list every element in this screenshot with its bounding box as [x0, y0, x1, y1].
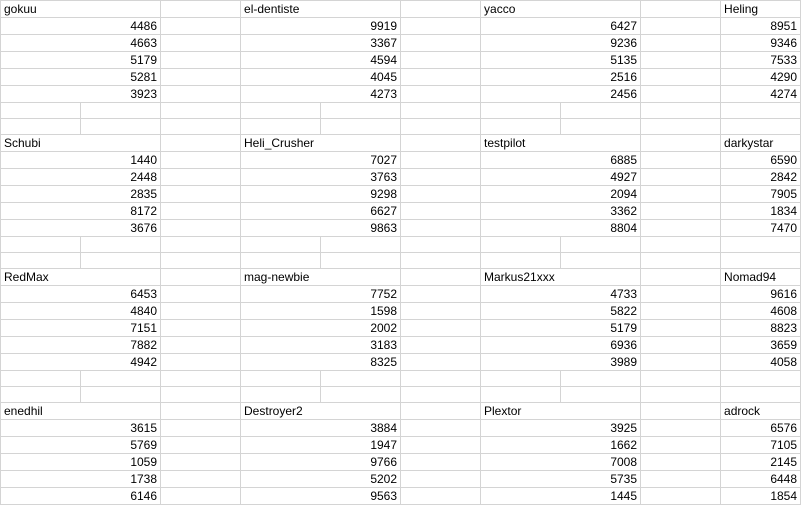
empty-cell[interactable] — [161, 135, 241, 152]
empty-cell[interactable] — [81, 387, 161, 403]
score-cell[interactable]: 4486 — [1, 18, 161, 35]
score-cell[interactable]: 5179 — [1, 52, 161, 69]
player-name-cell[interactable]: RedMax — [1, 269, 161, 286]
score-cell[interactable]: 2456 — [481, 86, 641, 103]
empty-cell[interactable] — [321, 371, 401, 387]
player-name-cell[interactable]: el-dentiste — [241, 1, 401, 18]
player-name-cell[interactable]: darkystar — [721, 135, 801, 152]
empty-cell[interactable] — [161, 303, 241, 320]
score-cell[interactable]: 5281 — [1, 69, 161, 86]
empty-cell[interactable] — [161, 35, 241, 52]
empty-cell[interactable] — [721, 253, 801, 269]
score-cell[interactable]: 9616 — [721, 286, 801, 303]
score-cell[interactable]: 5135 — [481, 52, 641, 69]
score-row — [1, 337, 801, 354]
empty-cell[interactable] — [401, 303, 481, 320]
blank-row — [1, 237, 801, 253]
player-name-cell[interactable]: Markus21xxx — [481, 269, 641, 286]
empty-cell[interactable] — [1, 253, 81, 269]
score-cell[interactable]: 5822 — [481, 303, 641, 320]
empty-cell[interactable] — [401, 488, 481, 505]
header-row — [1, 1, 801, 18]
empty-cell[interactable] — [161, 1, 241, 18]
empty-cell[interactable] — [641, 103, 721, 119]
score-cell[interactable]: 2002 — [241, 320, 401, 337]
empty-cell[interactable] — [81, 103, 161, 119]
empty-cell[interactable] — [161, 320, 241, 337]
empty-cell[interactable] — [161, 253, 241, 269]
empty-cell[interactable] — [401, 253, 481, 269]
score-cell[interactable]: 6627 — [241, 203, 401, 220]
empty-cell[interactable] — [161, 354, 241, 371]
empty-cell[interactable] — [561, 237, 641, 253]
empty-cell[interactable] — [721, 371, 801, 387]
empty-cell[interactable] — [641, 286, 721, 303]
score-cell[interactable]: 4274 — [721, 86, 801, 103]
player-name-cell[interactable]: yacco — [481, 1, 641, 18]
player-name-cell[interactable]: adrock — [721, 403, 801, 420]
empty-cell[interactable] — [641, 86, 721, 103]
score-cell[interactable]: 8325 — [241, 354, 401, 371]
score-cell[interactable]: 4608 — [721, 303, 801, 320]
score-row — [1, 186, 801, 203]
player-name-cell[interactable]: Plextor — [481, 403, 641, 420]
empty-cell[interactable] — [641, 488, 721, 505]
empty-cell[interactable] — [241, 253, 321, 269]
empty-cell[interactable] — [321, 387, 401, 403]
empty-cell[interactable] — [641, 387, 721, 403]
empty-cell[interactable] — [401, 119, 481, 135]
score-cell[interactable]: 7470 — [721, 220, 801, 237]
score-cell[interactable]: 3923 — [1, 86, 161, 103]
empty-cell[interactable] — [161, 69, 241, 86]
score-cell[interactable]: 3362 — [481, 203, 641, 220]
score-cell[interactable]: 3367 — [241, 35, 401, 52]
score-cell[interactable]: 7882 — [1, 337, 161, 354]
empty-cell[interactable] — [641, 135, 721, 152]
score-row — [1, 203, 801, 220]
empty-cell[interactable] — [481, 103, 561, 119]
score-cell[interactable]: 6448 — [721, 471, 801, 488]
empty-cell[interactable] — [161, 488, 241, 505]
player-name-cell[interactable]: Nomad94 — [721, 269, 801, 286]
score-cell[interactable]: 7752 — [241, 286, 401, 303]
score-cell[interactable]: 3615 — [1, 420, 161, 437]
empty-cell[interactable] — [641, 269, 721, 286]
score-cell[interactable]: 1947 — [241, 437, 401, 454]
score-row — [1, 52, 801, 69]
empty-cell[interactable] — [481, 253, 561, 269]
empty-cell[interactable] — [401, 86, 481, 103]
player-name-cell[interactable]: Destroyer2 — [241, 403, 401, 420]
empty-cell[interactable] — [641, 471, 721, 488]
score-cell[interactable]: 7105 — [721, 437, 801, 454]
empty-cell[interactable] — [401, 220, 481, 237]
empty-cell[interactable] — [641, 420, 721, 437]
empty-cell[interactable] — [321, 103, 401, 119]
empty-cell[interactable] — [161, 337, 241, 354]
empty-cell[interactable] — [161, 286, 241, 303]
score-cell[interactable]: 8951 — [721, 18, 801, 35]
score-row — [1, 169, 801, 186]
score-cell[interactable]: 3884 — [241, 420, 401, 437]
score-cell[interactable]: 1059 — [1, 454, 161, 471]
score-cell[interactable]: 5179 — [481, 320, 641, 337]
empty-cell[interactable] — [401, 354, 481, 371]
empty-cell[interactable] — [481, 387, 561, 403]
empty-cell[interactable] — [721, 103, 801, 119]
empty-cell[interactable] — [481, 237, 561, 253]
score-cell[interactable]: 7533 — [721, 52, 801, 69]
player-name-cell[interactable]: mag-newbie — [241, 269, 401, 286]
empty-cell[interactable] — [241, 103, 321, 119]
score-row — [1, 454, 801, 471]
score-cell[interactable]: 9236 — [481, 35, 641, 52]
player-name-cell[interactable]: Heling — [721, 1, 801, 18]
empty-cell[interactable] — [161, 169, 241, 186]
empty-cell[interactable] — [81, 237, 161, 253]
score-cell[interactable]: 1738 — [1, 471, 161, 488]
score-cell[interactable]: 3659 — [721, 337, 801, 354]
score-cell[interactable]: 1854 — [721, 488, 801, 505]
empty-cell[interactable] — [161, 471, 241, 488]
score-row — [1, 354, 801, 371]
score-cell[interactable]: 4058 — [721, 354, 801, 371]
empty-cell[interactable] — [401, 454, 481, 471]
empty-cell[interactable] — [161, 269, 241, 286]
empty-cell[interactable] — [401, 471, 481, 488]
score-cell[interactable]: 3676 — [1, 220, 161, 237]
score-cell[interactable]: 4840 — [1, 303, 161, 320]
empty-cell[interactable] — [641, 152, 721, 169]
score-cell[interactable]: 6146 — [1, 488, 161, 505]
score-row — [1, 286, 801, 303]
score-cell[interactable]: 6453 — [1, 286, 161, 303]
score-cell[interactable]: 3989 — [481, 354, 641, 371]
score-cell[interactable]: 1598 — [241, 303, 401, 320]
empty-cell[interactable] — [401, 35, 481, 52]
empty-cell[interactable] — [721, 387, 801, 403]
empty-cell[interactable] — [161, 420, 241, 437]
score-cell[interactable]: 4273 — [241, 86, 401, 103]
empty-cell[interactable] — [721, 237, 801, 253]
empty-cell[interactable] — [241, 371, 321, 387]
empty-cell[interactable] — [401, 169, 481, 186]
score-cell[interactable]: 7027 — [241, 152, 401, 169]
empty-cell[interactable] — [561, 253, 641, 269]
empty-cell[interactable] — [561, 387, 641, 403]
empty-cell[interactable] — [641, 69, 721, 86]
score-row — [1, 69, 801, 86]
player-name-cell[interactable]: testpilot — [481, 135, 641, 152]
score-cell[interactable]: 8823 — [721, 320, 801, 337]
empty-cell[interactable] — [401, 69, 481, 86]
empty-cell[interactable] — [721, 119, 801, 135]
empty-cell[interactable] — [161, 403, 241, 420]
empty-cell[interactable] — [401, 1, 481, 18]
empty-cell[interactable] — [641, 119, 721, 135]
empty-cell[interactable] — [641, 303, 721, 320]
empty-cell[interactable] — [161, 103, 241, 119]
header-row — [1, 135, 801, 152]
score-cell[interactable]: 2145 — [721, 454, 801, 471]
score-cell[interactable]: 3763 — [241, 169, 401, 186]
empty-cell[interactable] — [401, 371, 481, 387]
score-cell[interactable]: 9863 — [241, 220, 401, 237]
score-cell[interactable]: 9563 — [241, 488, 401, 505]
score-cell[interactable]: 8804 — [481, 220, 641, 237]
score-row — [1, 86, 801, 103]
score-row — [1, 420, 801, 437]
empty-cell[interactable] — [401, 152, 481, 169]
empty-cell[interactable] — [1, 119, 81, 135]
empty-cell[interactable] — [1, 371, 81, 387]
header-row — [1, 269, 801, 286]
blank-row — [1, 103, 801, 119]
empty-cell[interactable] — [641, 52, 721, 69]
empty-cell[interactable] — [81, 253, 161, 269]
empty-cell[interactable] — [241, 237, 321, 253]
empty-cell[interactable] — [641, 253, 721, 269]
empty-cell[interactable] — [401, 286, 481, 303]
score-cell[interactable]: 2842 — [721, 169, 801, 186]
blank-row — [1, 119, 801, 135]
empty-cell[interactable] — [161, 152, 241, 169]
empty-cell[interactable] — [241, 387, 321, 403]
score-cell[interactable]: 4927 — [481, 169, 641, 186]
score-cell[interactable]: 5735 — [481, 471, 641, 488]
player-name-cell[interactable]: enedhil — [1, 403, 161, 420]
score-cell[interactable]: 9919 — [241, 18, 401, 35]
empty-cell[interactable] — [401, 269, 481, 286]
score-row — [1, 437, 801, 454]
score-cell[interactable]: 7905 — [721, 186, 801, 203]
empty-cell[interactable] — [641, 169, 721, 186]
score-row — [1, 220, 801, 237]
empty-cell[interactable] — [161, 18, 241, 35]
empty-cell[interactable] — [641, 320, 721, 337]
empty-cell[interactable] — [401, 320, 481, 337]
score-cell[interactable]: 1440 — [1, 152, 161, 169]
score-cell[interactable]: 2094 — [481, 186, 641, 203]
empty-cell[interactable] — [641, 454, 721, 471]
empty-cell[interactable] — [641, 337, 721, 354]
blank-row — [1, 371, 801, 387]
empty-cell[interactable] — [321, 253, 401, 269]
empty-cell[interactable] — [401, 237, 481, 253]
score-row — [1, 488, 801, 505]
blank-row — [1, 387, 801, 403]
empty-cell[interactable] — [641, 403, 721, 420]
empty-cell[interactable] — [641, 186, 721, 203]
empty-cell[interactable] — [641, 237, 721, 253]
score-cell[interactable]: 6885 — [481, 152, 641, 169]
score-cell[interactable]: 1834 — [721, 203, 801, 220]
score-cell[interactable]: 4663 — [1, 35, 161, 52]
empty-cell[interactable] — [321, 119, 401, 135]
score-cell[interactable]: 3925 — [481, 420, 641, 437]
empty-cell[interactable] — [161, 437, 241, 454]
score-cell[interactable]: 2448 — [1, 169, 161, 186]
empty-cell[interactable] — [161, 52, 241, 69]
empty-cell[interactable] — [641, 18, 721, 35]
empty-cell[interactable] — [401, 337, 481, 354]
score-cell[interactable]: 2835 — [1, 186, 161, 203]
score-cell[interactable]: 3183 — [241, 337, 401, 354]
empty-cell[interactable] — [401, 387, 481, 403]
empty-cell[interactable] — [641, 35, 721, 52]
empty-cell[interactable] — [241, 119, 321, 135]
score-cell[interactable]: 2516 — [481, 69, 641, 86]
score-cell[interactable]: 1662 — [481, 437, 641, 454]
empty-cell[interactable] — [641, 203, 721, 220]
empty-cell[interactable] — [161, 86, 241, 103]
score-row — [1, 320, 801, 337]
empty-cell[interactable] — [161, 454, 241, 471]
score-cell[interactable]: 6936 — [481, 337, 641, 354]
score-row — [1, 35, 801, 52]
empty-cell[interactable] — [641, 354, 721, 371]
score-row — [1, 18, 801, 35]
empty-cell[interactable] — [161, 186, 241, 203]
empty-cell[interactable] — [641, 437, 721, 454]
player-name-cell[interactable]: Schubi — [1, 135, 161, 152]
empty-cell[interactable] — [401, 103, 481, 119]
score-cell[interactable]: 4942 — [1, 354, 161, 371]
empty-cell[interactable] — [561, 119, 641, 135]
empty-cell[interactable] — [401, 420, 481, 437]
score-cell[interactable]: 6427 — [481, 18, 641, 35]
empty-cell[interactable] — [1, 387, 81, 403]
score-cell[interactable]: 4290 — [721, 69, 801, 86]
empty-cell[interactable] — [561, 103, 641, 119]
empty-cell[interactable] — [161, 371, 241, 387]
empty-cell[interactable] — [161, 203, 241, 220]
empty-cell[interactable] — [561, 371, 641, 387]
empty-cell[interactable] — [641, 220, 721, 237]
empty-cell[interactable] — [481, 371, 561, 387]
score-cell[interactable]: 5769 — [1, 437, 161, 454]
score-cell[interactable]: 6590 — [721, 152, 801, 169]
empty-cell[interactable] — [401, 135, 481, 152]
empty-cell[interactable] — [401, 437, 481, 454]
score-cell[interactable]: 5202 — [241, 471, 401, 488]
header-row — [1, 403, 801, 420]
player-name-cell[interactable]: Heli_Crusher — [241, 135, 401, 152]
empty-cell[interactable] — [401, 18, 481, 35]
empty-cell[interactable] — [641, 371, 721, 387]
score-cell[interactable]: 7151 — [1, 320, 161, 337]
score-cell[interactable]: 8172 — [1, 203, 161, 220]
empty-cell[interactable] — [401, 403, 481, 420]
score-row — [1, 471, 801, 488]
score-cell[interactable]: 4733 — [481, 286, 641, 303]
score-cell[interactable]: 9298 — [241, 186, 401, 203]
empty-cell[interactable] — [641, 1, 721, 18]
score-cell[interactable]: 9766 — [241, 454, 401, 471]
score-cell[interactable]: 6576 — [721, 420, 801, 437]
empty-cell[interactable] — [401, 203, 481, 220]
empty-cell[interactable] — [161, 387, 241, 403]
blank-row — [1, 253, 801, 269]
score-cell[interactable]: 7008 — [481, 454, 641, 471]
score-row — [1, 303, 801, 320]
empty-cell[interactable] — [161, 119, 241, 135]
empty-cell[interactable] — [401, 52, 481, 69]
empty-cell[interactable] — [321, 237, 401, 253]
empty-cell[interactable] — [81, 119, 161, 135]
score-cell[interactable]: 4045 — [241, 69, 401, 86]
score-cell[interactable]: 9346 — [721, 35, 801, 52]
empty-cell[interactable] — [481, 119, 561, 135]
player-name-cell[interactable]: gokuu — [1, 1, 161, 18]
empty-cell[interactable] — [1, 103, 81, 119]
empty-cell[interactable] — [401, 186, 481, 203]
score-cell[interactable]: 1445 — [481, 488, 641, 505]
empty-cell[interactable] — [81, 371, 161, 387]
empty-cell[interactable] — [1, 237, 81, 253]
empty-cell[interactable] — [161, 237, 241, 253]
score-cell[interactable]: 4594 — [241, 52, 401, 69]
score-row — [1, 152, 801, 169]
empty-cell[interactable] — [161, 220, 241, 237]
